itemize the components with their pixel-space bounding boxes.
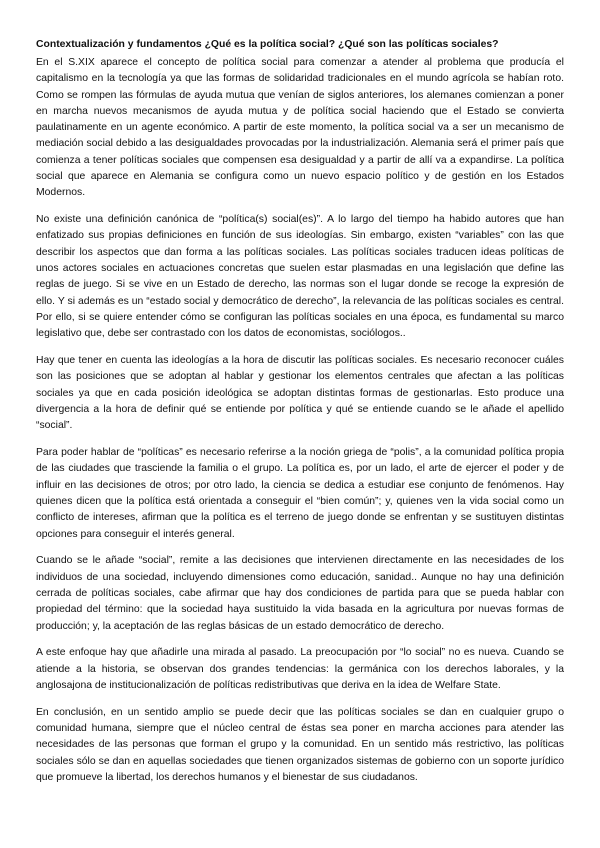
paragraph-history: A este enfoque hay que añadirle una mirada al pasado. La preocupación por “lo social” no es nueva. Cuando se atiende a la historia, se observan dos grandes tendencias: la germánica con los derechos laborales, y la anglosajona de institucionalización de políticas redistributivas que deriva en la idea de Welfare State. <box>36 647 564 691</box>
paragraph-polis: Para poder hablar de “políticas” es necesario referirse a la noción griega de “polis”, a la comunidad política propia de las ciudades que trasciende la familia o el grupo. La política es, por un lado, el arte de ejercer el poder y de influir en las decisiones de otros; por otro lado, la ciencia se dedica a estudiar ese conjunto de fenómenos. Hay quienes dicen que la política está orientada a conseguir el “bien común”; y, quienes ven la vida social como un conflicto de intereses, afirman que la política es el terreno de juego donde se enfrentan y se sustituyen distintas opciones para conseguir el interés general. <box>36 447 564 540</box>
paragraph-definition: No existe una definición canónica de “política(s) social(es)”. A lo largo del tiempo ha habido autores que han enfatizado sus propias definiciones en función de sus ideologías. Sin embargo, existen “variables” con las que describir los aspectos que dan forma a las políticas sociales. Las políticas sociales traducen ideas políticas de unos actores sociales en actuaciones concretas que suelen estar plasmadas en una legislación que define las reglas de juego. Si se vive en un Estado de derecho, las normas son el lugar donde se recoge la expresión de ello. Y si además es un “estado social y democrático de derecho”, la relevancia de las políticas sociales es central. Por ello, si se quiere entender cómo se configuran las políticas sociales en una época, es fundamental su marco legislativo que, debe ser contrastado con los datos de economistas, sociólogos.. <box>36 214 564 340</box>
document-title: Contextualización y fundamentos ¿Qué es la política social? ¿Qué son las políticas sociales? <box>36 39 499 50</box>
paragraph-industrialization: En el S.XIX aparece el concepto de política social para comenzar a atender al problema que producía el capitalismo en la tecnología ya que las formas de solidaridad tradicionales en el mundo agrícola se habían roto. Como se rompen las fórmulas de ayuda mutua que venían de siglos anteriores, los alemanes comienzan a poner en marcha nuevos mecanismos de ayuda mutua y de política social haciendo que el Estado se convierta paulatinamente en un agente económico. A partir de este momento, la política social va a ser un mecanismo de mediación social debido a las desigualdades provocadas por la industrialización. Alemania será el primer país que comienza a tener políticas sociales que compensen esa desigualdad y a partir de allí va a expandirse. La política social que aparece en Alemania se configura como un nuevo espacio político y de gestión en los Estados Modernos. <box>36 57 564 199</box>
paragraph-ideologies: Hay que tener en cuenta las ideologías a la hora de discutir las políticas sociales. Es necesario reconocer cuáles son las posiciones que se adoptan al hablar y gestionar los elementos centrales que afectan a las políticas sociales ya que en cada posición ideológica se adoptan distintas formas de gestionarlas. Esto produce una divergencia a la hora de definir qué se entiende por política y qué se entiende cuando se le añade el apellido “social”. <box>36 355 564 432</box>
paragraph-conclusion: En conclusión, en un sentido amplio se puede decir que las políticas sociales se dan en cualquier grupo o comunidad humana, siempre que el núcleo central de éstas sea poner en marcha acciones para atender las necesidades de las personas que forman el grupo y la comunidad. En un sentido más restrictivo, las políticas sociales sólo se dan en aquellas sociedades que tienen organizados sistemas de gobierno con un soporte jurídico que promueve la libertad, los derechos humanos y el bienestar de sus ciudadanos. <box>36 706 564 783</box>
paragraph-social: Cuando se le añade “social”, remite a las decisiones que intervienen directamente en las necesidades de los individuos de una sociedad, incluyendo dimensiones como educación, sanidad.. Aunque no hay una definición cerrada de políticas sociales, cabe afirmar que hay dos condiciones de partida para que se pueda hablar con propiedad del término: que la sociedad haya sustituido la vida basada en la agricultura por nuevas formas de producción; y, la aceptación de las reglas básicas de un estado democrático de derecho. <box>36 555 564 632</box>
